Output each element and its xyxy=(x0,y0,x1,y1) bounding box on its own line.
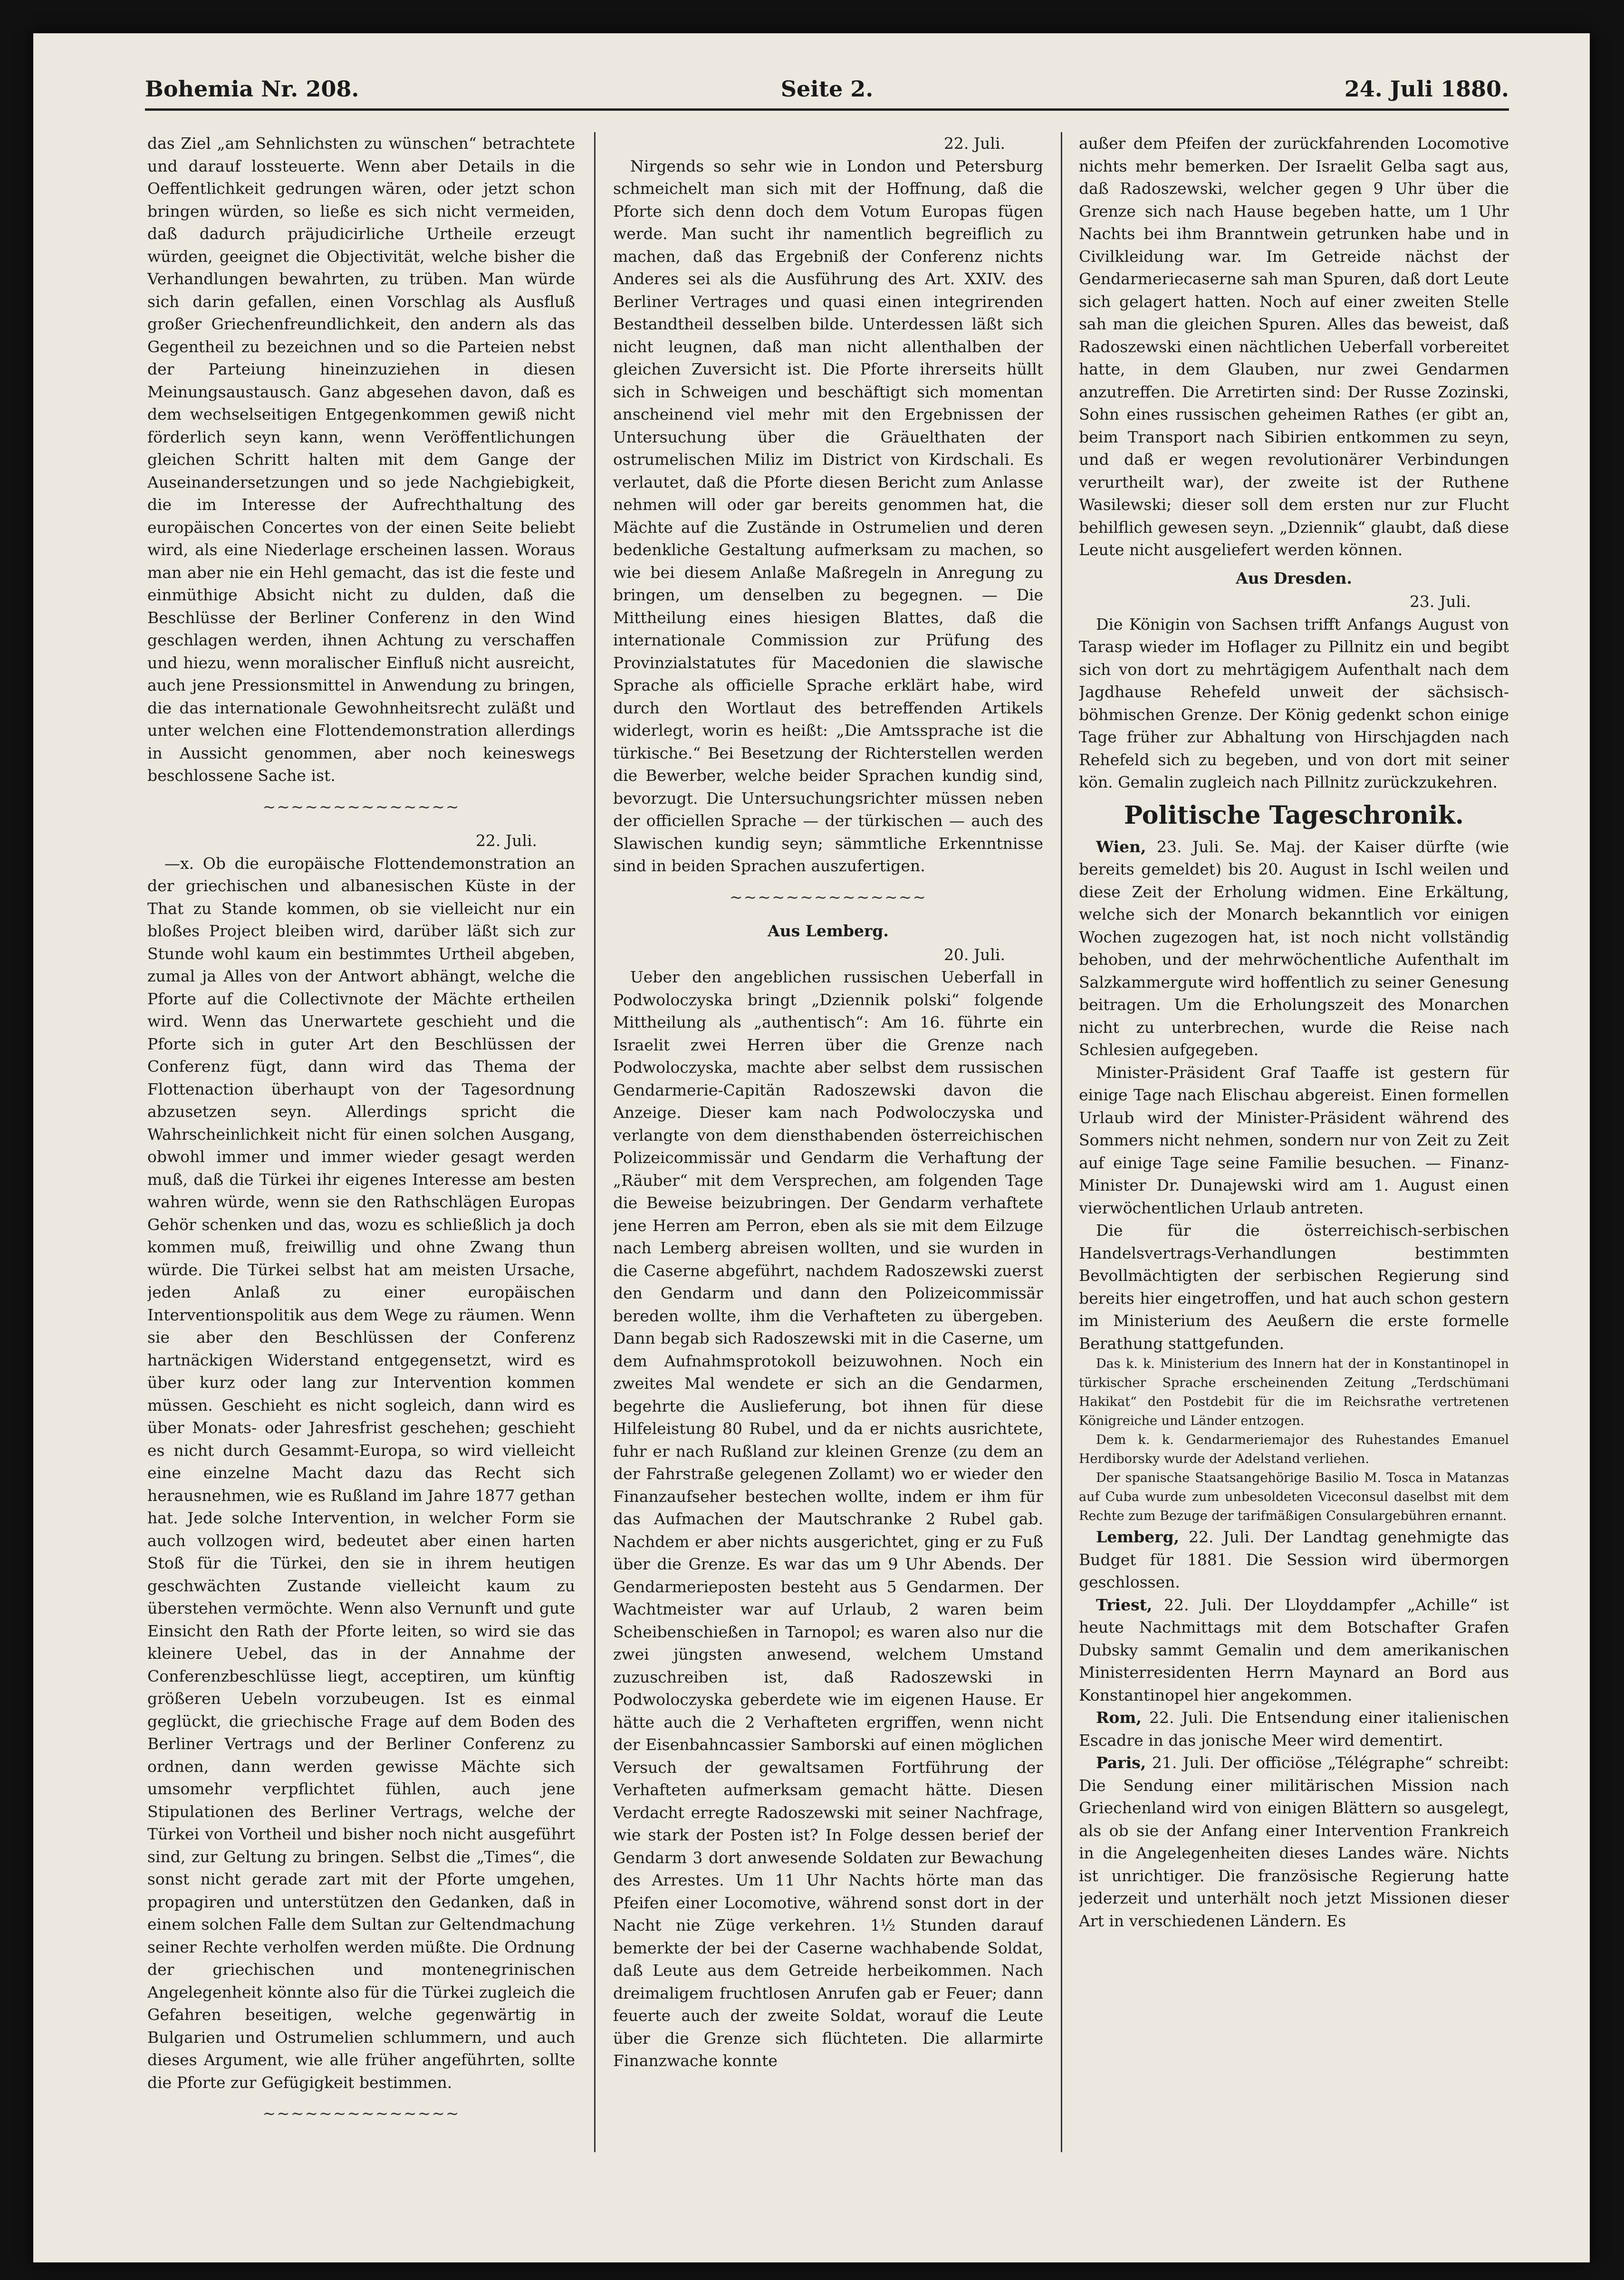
masthead-issue: Bohemia Nr. 208. xyxy=(145,76,359,102)
dateline-place: Paris, xyxy=(1096,1753,1146,1772)
notice-item: Das k. k. Ministerium des Innern hat der in Konstantinopel in türkischer Sprache erscheinenden Zeitung „Terdschümani Hakikat“ den Postdebit für die im Reichsrathe vertretenen Königreiche und Länder entzogen. xyxy=(1079,1356,1509,1428)
article-paragraph: Nirgends so sehr wie in London und Petersburg schmeichelt man sich mit der Hoffnung, daß die Pforte sich denn doch dem Votum Europas fügen werde. Man sucht ihr namentlich begreiflich zu machen, daß das Ergebniß der Conferenz nichts Anderes sei als die Ausführung des Art. XXIV. des Berliner Vertrages und quasi einen integrirenden Bestandtheil desselben bilde. Unterdessen läßt sich nicht leugnen, daß man nicht allenthalben der gleichen Zuversicht ist. Die Pforte ihrerseits hüllt sich in Schweigen und beschäftigt sich momentan anscheinend viel mehr mit den Ergebnissen der Untersuchung über die Gräuelthaten der ostrumelischen Miliz im District von Kirdschali. Es verlautet, daß die Pforte diesen Bericht zum Anlasse nehmen will oder gar bereits genommen hat, die Mächte auf die Zustände in Ostrumelien und deren bedenkliche Gestaltung aufmerksam zu machen, so wie bei diesem Anlaße Maßregeln in Anregung zu bringen, um denselben zu begegnen. — Die Mittheilung eines hiesigen Blattes, daß die internationale Commission zur Prüfung des Provinzialstatutes für Macedonien die slawische Sprache als officielle Sprache erklärt habe, wird durch den Wortlaut des betreffenden Artikels widerlegt, worin es heißt: „Die Amtssprache ist die türkische.“ Bei Besetzung der Richterstellen werden die Bewerber, welche beider Sprachen kundig sind, bevorzugt. Die Untersuchungsrichter müssen neben der officiellen Sprache — der türkischen — auch des Slawischen kundig seyn; sämmtliche Erkenntnisse sind in beiden Sprachen auszufertigen. xyxy=(613,156,1043,875)
header-rule xyxy=(145,108,1509,111)
page-number: Seite 2. xyxy=(780,76,874,102)
section-separator: ~~~~~~~~~~~~~~ xyxy=(262,797,460,816)
dateline-place: Rom, xyxy=(1096,1708,1142,1727)
dateline: 23. Juli. xyxy=(1409,592,1471,611)
article-paragraph: Ueber den angeblichen russischen Ueberfall in Podwoloczyska bringt „Dziennik polski“ folgende Mittheilung als „authentisch“: Am 16. führte ein Israelit zwei Herren über die Grenze nach Podwoloczyska, machte aber selbst dem russischen Gendarmerie-Capitän Radoszewski davon die Anzeige. Dieser kam nach Podwoloczyska und verlangte von dem diensthabenden österreichischen Polizeicommissär und Gendarm die Verhaftung der „Räuber“ mit dem Versprechen, am folgenden Tage die Beweise beizubringen. Der Gendarm verhaftete jene Herren am Perron, eben als sie mit dem Eilzuge nach Lemberg abreisen wollten, und sie wurden in die Caserne abgeführt, nachdem Radoszewski zuerst den Gendarm und dann den Polizeicommissär bereden wollte, ihm die Verhafteten zu übergeben. Dann begab sich Radoszewski mit in die Caserne, um dem Aufnahmsprotokoll beizuwohnen. Noch ein zweites Mal wendete er sich an die Gendarmen, begehrte die Auslieferung, bot ihnen für diese Hilfeleistung 80 Rubel, und da er nichts ausrichtete, fuhr er nach Rußland zur kleinen Grenze (zu dem an der Fahrstraße gelegenen Zollamt) wo er wieder den Finanzaufseher bestechen wollte, indem er ihm für das Aufmachen der Mautschranke 2 Rubel gab. Nachdem er aber nichts ausgerichtet, ging er zu Fuß über die Grenze. Es war das um 9 Uhr Abends. Der Gendarmerieposten besteht aus 5 Gendarmen. Der Wachtmeister war auf Urlaub, 2 waren beim Scheibenschießen in Tarnopol; es waren also nur die zwei jüngsten anwesend, welchem Umstand zuzuschreiben ist, daß Radoszewski in Podwoloczyska geberdete wie im eigenen Hause. Er hätte auch die 2 Verhafteten ergriffen, wenn nicht der Eisenbahncassier Samborski auf einen möglichen Versuch der gewaltsamen Fortführung der Verhafteten aufmerksam gemacht hätte. Diesen Verdacht erregte Radoszewski mit seiner Nachfrage, wie stark der Posten ist? In Folge dessen berief der Gendarm 3 dort anwesende Soldaten zur Bewachung des Arrestes. Um 11 Uhr Nachts hörte man das Pfeifen einer Locomotive, während sonst dort in der Nacht nie Züge verkehren. 1½ Stunden darauf bemerkte der bei der Caserne wachhabende Soldat, daß Leute aus dem Getreide herbeikommen. Nach dreimaligem fruchtlosen Anrufen gab er Feuer; dann feuerte auch der zweite Soldat, worauf die Leute über die Grenze sich flüchteten. Die allarmirte Finanzwache konnte xyxy=(613,968,1043,2070)
section-separator: ~~~~~~~~~~~~~~ xyxy=(262,2104,460,2123)
news-item: Rom, 22. Juli. Die Entsendung einer italienischen Escadre in das jonische Meer wird dementirt. xyxy=(1079,1708,1509,1750)
article-paragraph: Die Königin von Sachsen trifft Anfangs August von Tarasp wieder im Hoflager zu Pillnitz ein und begibt sich von dort zu mehrtägigem Aufenthalt nach dem Jagdhause Rehefeld unweit der sächsisch-böhmischen Grenze. Der König gedenkt schon einige Tage früher zur Abhaltung von Hirschjagden nach Rehefeld sich zu begeben, und von dort mit seiner kön. Gemalin zugleich nach Pillnitz zurückzukehren. xyxy=(1079,615,1509,791)
dateline: 20. Juli. xyxy=(943,945,1005,964)
dateline-place: Wien, xyxy=(1096,837,1146,856)
column-1 xyxy=(147,132,575,2152)
news-item: Lemberg, 22. Juli. Der Landtag genehmigte das Budget für 1881. Die Session wird übermorgen geschlossen. xyxy=(1079,1528,1509,1591)
dateline-place: Lemberg, xyxy=(1096,1528,1180,1546)
news-item: Triest, 22. Juli. Der Lloyddampfer „Achille“ ist heute Nachmittags mit dem Botschafter Grafen Dubsky sammt Gemalin und dem amerikanischen Ministerresidenten Herrn Maynard an Bord aus Konstantinopel hier angekommen. xyxy=(1079,1595,1509,1704)
article-paragraph: das Ziel „am Sehnlichsten zu wünschen“ betrachtete und darauf lossteuerte. Wenn aber Details in die Oeffentlichkeit gedrungen wären, oder jetzt schon bringen würden, so ließe es sich nicht vermeiden, daß dadurch präjudicirliche Urtheile erzeugt würden, geeignet die Objectivität, welche bisher die Verhandlungen bewahrten, zu trüben. Man würde sich darin gefallen, einen Vorschlag als Ausfluß großer Griechenfreundlichkeit, den andern als das Gegentheil zu bezeichnen und so die Parteien nebst der Parteiung hineinzuziehen in diesen Meinungsaustausch. Ganz abgesehen davon, daß es dem wechselseitigen Entgegenkommen gewiß nicht förderlich seyn kann, wenn Veröffentlichungen gleichen Schritt halten mit dem Gange der Auseinandersetzungen und so jede Nachgiebigkeit, die im Interesse der Aufrechthaltung des europäischen Concertes von der einen Seite beliebt wird, als eine Niederlage erscheinen lassen. Woraus man aber nie ein Hehl gemacht, das ist die feste und einmüthige Absicht nicht zu dulden, daß die Beschlüsse der Berliner Conferenz in den Wind geschlagen werden, ihnen Achtung zu verschaffen und hiezu, wenn moralischer Einfluß nicht ausreicht, auch jene Pressionsmittel in Anwendung zu bringen, die das internationale Gewohnheitsrecht zuläßt und unter welchen eine Flottendemonstration allerdings in Aussicht genommen, aber noch keineswegs beschlossene Sache ist. xyxy=(147,134,575,785)
column-divider xyxy=(594,132,596,2152)
article-paragraph: außer dem Pfeifen der zurückfahrenden Locomotive nichts mehr bemerken. Der Israelit Gelba sagt aus, daß Radoszewski, welcher gegen 9 Uhr über die Grenze sich nach Hause begeben hatte, um 1 Uhr Nachts bei ihm Branntwein getrunken habe und in Civilkleidung war. Im Getreide nächst der Gendarmeriecaserne sah man Spuren, daß dort Leute sich gelagert hatten. Noch auf einer zweiten Stelle sah man die gleichen Spuren. Alles das beweist, daß Radoszewski einen nächtlichen Ueberfall vorbereitet hatte, in dem Glauben, nur zwei Gendarmen anzutreffen. Die Arretirten sind: Der Russe Zozinski, Sohn eines russischen geheimen Rathes (er gibt an, beim Transport nach Sibirien entkommen zu seyn, und daß er wegen revolutionärer Verbindungen verurtheilt war), der zweite ist der Ruthene Wasilewski; dieser soll dem ersten nur zur Flucht behilflich gewesen seyn. „Dziennik“ glaubt, daß diese Leute nicht ausgeliefert werden können. xyxy=(1079,134,1509,559)
issue-date: 24. Juli 1880. xyxy=(1344,76,1509,102)
dateline-place: Triest, xyxy=(1096,1595,1153,1614)
dateline: 22. Juli. xyxy=(475,831,537,850)
news-item: Wien, 23. Juli. Se. Maj. der Kaiser dürfte (wie bereits gemeldet) bis 20. August in Ischl weilen und diese Zeit der Erholung widmen. Eine Erkältung, welche sich der Monarch bekanntlich vor einigen Wochen zugezogen hat, ist noch nicht vollständig behoben, und der mehrwöchentliche Aufenthalt im Salzkammergute wird hoffentlich zu seiner Genesung beitragen. Um die Erholungszeit des Monarchen nicht zu unterbrechen, wurde die Reise nach Schlesien aufgegeben. xyxy=(1079,837,1509,1059)
column-3 xyxy=(1079,132,1509,2152)
section-title-tageschronik: Politische Tageschronik. xyxy=(1124,800,1464,830)
page-header xyxy=(145,76,1509,109)
column-divider xyxy=(1061,132,1062,2152)
news-item: Minister-Präsident Graf Taaffe ist gestern für einige Tage nach Elischau abgereist. Einen formellen Urlaub wird der Minister-Präsident während des Sommers nicht nehmen, sondern nur von Zeit zu Zeit auf einige Tage seine Familie besuchen. — Finanz-Minister Dr. Dunajewski wird am 1. August einen vierwöchentlichen Urlaub antreten. xyxy=(1079,1063,1509,1217)
section-title-dresden: Aus Dresden. xyxy=(1236,568,1352,587)
news-item: Paris, 21. Juli. Der officiöse „Télégraphe“ schreibt: Die Sendung einer militärischen Mission nach Griechenland wird von einigen Blättern so ausgelegt, als ob sie der Anfang einer Intervention Frankreich in die Angelegenheiten dieses Landes wäre. Nichts ist unrichtiger. Die französische Regierung hatte jederzeit und unterhält noch jetzt Missionen dieser Art in verschiedenen Ländern. Es xyxy=(1079,1753,1509,1930)
column-2 xyxy=(613,132,1043,2152)
article-paragraph: —x. Ob die europäische Flottendemonstration an der griechischen und albanesischen Küste in der That zu Stande kommen, ob sie vielleicht nur ein bloßes Project bleiben wird, darüber läßt sich zur Stunde wohl kaum ein bestimmtes Urtheil abgeben, zumal ja Alles von der Antwort abhängt, welche die Pforte auf die Collectivnote der Mächte ertheilen wird. Wenn das Unerwartete geschieht und die Pforte sich in guter Art den Beschlüssen der Conferenz fügt, dann wird das Thema der Flottenaction überhaupt von der Tagesordnung abzusetzen seyn. Allerdings spricht die Wahrscheinlichkeit nicht für einen solchen Ausgang, obwohl immer und immer wieder gesagt werden muß, daß die Türkei ihr eigenes Interesse am besten wahren würde, wenn sie den Rathschlägen Europas Gehör schenken und das, wozu es schließlich ja doch kommen muß, freiwillig und ohne Zwang thun würde. Die Türkei selbst hat am meisten Ursache, jeden Anlaß zu einer europäischen Interventionspolitik aus dem Wege zu räumen. Wenn sie aber den Beschlüssen der Conferenz hartnäckigen Widerstand entgegensetzt, wird es über kurz oder lang zur Intervention kommen müssen. Geschieht es nicht sogleich, dann wird es über Monats- oder Jahresfrist geschehen; geschieht es nicht durch Gesammt-Europa, so wird vielleicht eine einzelne Macht dazu das Recht sich herausnehmen, wie es Rußland im Jahre 1877 gethan hat. Jede solche Intervention, in welcher Form sie auch vollzogen wird, bedeutet aber einen harten Stoß für die Türkei, den sie in ihrem heutigen geschwächten Zustande vielleicht kaum zu überstehen vermöchte. Wenn also Vernunft und gute Einsicht den Rath der Pforte leiten, so wird sie das kleinere Uebel, das in der Annahme der Conferenzbeschlüsse liegt, acceptiren, um künftig größeren Uebeln vorzubeugen. Ist es einmal geglückt, die griechische Frage auf dem Boden des Berliner Vertrags und der Berliner Conferenz zu ordnen, dann werden gewisse Mächte sich umsomehr verpflichtet fühlen, auch jene Stipulationen des Berliner Vertrags, welche der Türkei von Vortheil und bisher noch nicht ausgeführt sind, zur Geltung zu bringen. Selbst die „Times“, die sonst nicht gerade zart mit der Pforte umgehen, propagiren und unterstützen den Gedanken, daß in einem solchen Falle dem Sultan zur Geltendmachung seiner Rechte verholfen werden müßte. Die Ordnung der griechischen und montenegrinischen Angelegenheit könnte also für die Türkei zugleich die Gefahren beseitigen, welche gegenwärtig in Bulgarien und Ostrumelien schlummern, und auch dieses Argument, wie alle früher angeführten, sollte die Pforte zur Gefügigkeit bestimmen. xyxy=(147,854,575,2092)
dateline: 22. Juli. xyxy=(943,134,1005,153)
section-title-lemberg: Aus Lemberg. xyxy=(768,922,889,940)
news-item: Die für die österreichisch-serbischen Handelsvertrags-Verhandlungen bestimmten Bevollmächtigten der serbischen Regierung sind bereits hier eingetroffen, und hat auch schon gestern im Ministerium des Aeußern die erste formelle Berathung stattgefunden. xyxy=(1079,1221,1509,1353)
notice-item: Dem k. k. Gendarmeriemajor des Ruhestandes Emanuel Herdiborsky wurde der Adelstand verliehen. xyxy=(1079,1433,1509,1466)
notice-item: Der spanische Staatsangehörige Basilio M. Tosca in Matanzas auf Cuba wurde zum unbesoldeten Viceconsul daselbst mit dem Rechte zum Bezuge der tarifmäßigen Consulargebühren ernannt. xyxy=(1079,1471,1509,1523)
section-separator: ~~~~~~~~~~~~~~ xyxy=(729,887,927,906)
